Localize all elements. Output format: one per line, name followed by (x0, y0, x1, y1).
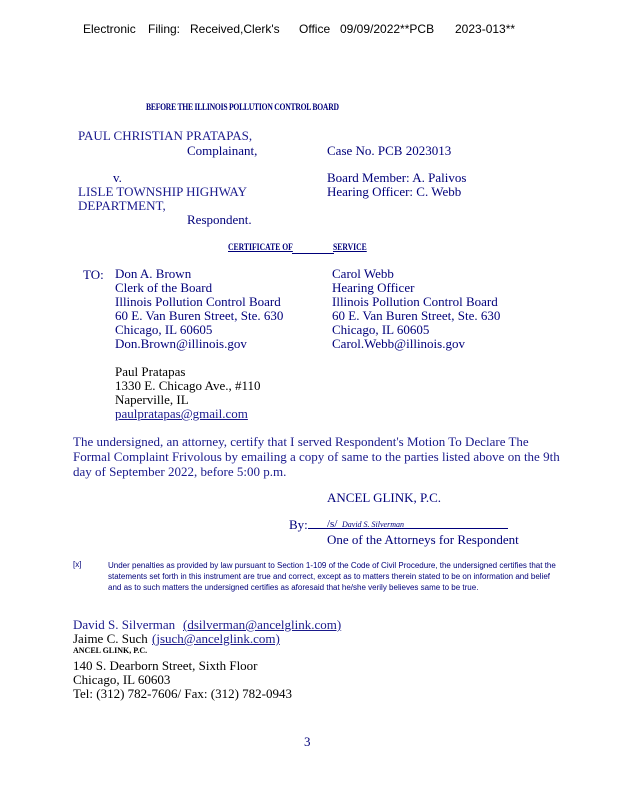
signature-slash: /s/ (327, 518, 338, 530)
recipient-line: Chicago, IL 60605 (115, 322, 213, 337)
recipient-email-link[interactable]: Don.Brown@illinois.gov (115, 336, 247, 351)
attorney2-email-link[interactable]: (jsuch@ancelglink.com) (152, 631, 280, 646)
footnote-text: Under penalties as provided by law pursuant to Section 1-109 of the Code of Civil Procedure, the undersigned certifies that the statements set forth in this instrument are true and correct, except as to matters therein stated to be on information and belief and as to such matters the undersigned certifies as aforesaid that he/she verily believes same to be true. (108, 561, 556, 592)
signature-role: One of the Attorneys for Respondent (327, 532, 519, 547)
recipient-pratapas (115, 365, 261, 421)
header-office: Office (299, 22, 331, 36)
respondent-name-line1: LISLE TOWNSHIP HIGHWAY (78, 184, 247, 199)
attorney1-name: David S. Silverman (73, 617, 176, 632)
firm-phone-fax: Tel: (312) 782-7606/ Fax: (312) 782-0943 (73, 686, 292, 701)
complainant-role: Complainant, (187, 143, 258, 158)
hearing-officer: Hearing Officer: C. Webb (327, 184, 462, 199)
signature-line (308, 528, 508, 529)
recipient-line: Naperville, IL (115, 392, 189, 407)
respondent-role: Respondent. (187, 212, 252, 227)
recipient-line: Chicago, IL 60605 (332, 322, 430, 337)
firm-address-line2: Chicago, IL 60603 (73, 672, 171, 687)
firm-name-small: ANCEL GLINK, P.C. (73, 646, 148, 655)
header-electronic: Electronic (83, 22, 136, 36)
attorney2-name: Jaime C. Such (73, 631, 148, 646)
certificate-title-underline-gap (292, 253, 334, 254)
recipient-line: Hearing Officer (332, 280, 415, 295)
recipient-line: Illinois Pollution Control Board (115, 294, 281, 309)
board-title: BEFORE THE ILLINOIS POLLUTION CONTROL BOARD (146, 102, 339, 112)
signature-by-label: By: (289, 517, 308, 532)
recipient-line: Carol Webb (332, 266, 394, 281)
header-received: Received,Clerk's (190, 22, 280, 36)
recipient-line: Don A. Brown (115, 266, 192, 281)
header-stamp: 09/09/2022**PCB (340, 22, 435, 36)
header-filing: Filing: (148, 22, 181, 36)
recipient-email-link[interactable]: Carol.Webb@illinois.gov (332, 336, 465, 351)
recipient-line: Clerk of the Board (115, 280, 213, 295)
certificate-title-part1: CERTIFICATE OF (228, 242, 293, 252)
recipient-line: 60 E. Van Buren Street, Ste. 630 (332, 308, 501, 323)
case-number: Case No. PCB 2023013 (327, 143, 452, 158)
recipient-line: Illinois Pollution Control Board (332, 294, 498, 309)
signature-name: David S. Silverman (342, 520, 404, 529)
page-number: 3 (304, 734, 311, 749)
recipient-line: Paul Pratapas (115, 364, 186, 379)
respondent-name-line2: DEPARTMENT, (78, 198, 166, 213)
recipient-line: 60 E. Van Buren Street, Ste. 630 (115, 308, 284, 323)
certification-paragraph: The undersigned, an attorney, certify that I served Respondent's Motion To Declare The Formal Complaint Frivolous by emailing a copy of same to the parties listed above on the 9th day of September 2022, before 5:00 p.m. (73, 434, 560, 479)
recipient-webb (332, 267, 500, 351)
recipient-email-link[interactable]: paulpratapas@gmail.com (115, 406, 248, 421)
recipient-line: 1330 E. Chicago Ave., #110 (115, 378, 261, 393)
footnote-marker: [x] (73, 560, 82, 569)
to-label: TO: (83, 267, 104, 282)
firm-name: ANCEL GLINK, P.C. (327, 490, 441, 505)
firm-address-line1: 140 S. Dearborn Street, Sixth Floor (73, 658, 258, 673)
complainant-name: PAUL CHRISTIAN PRATAPAS, (78, 128, 253, 143)
certificate-title-part2: SERVICE (333, 242, 367, 252)
recipient-brown (115, 267, 283, 351)
attorney1-email-link[interactable]: (dsilverman@ancelglink.com) (183, 617, 342, 632)
board-member: Board Member: A. Palivos (327, 170, 467, 185)
header-docket: 2023-013** (455, 22, 516, 36)
versus: v. (113, 170, 122, 185)
